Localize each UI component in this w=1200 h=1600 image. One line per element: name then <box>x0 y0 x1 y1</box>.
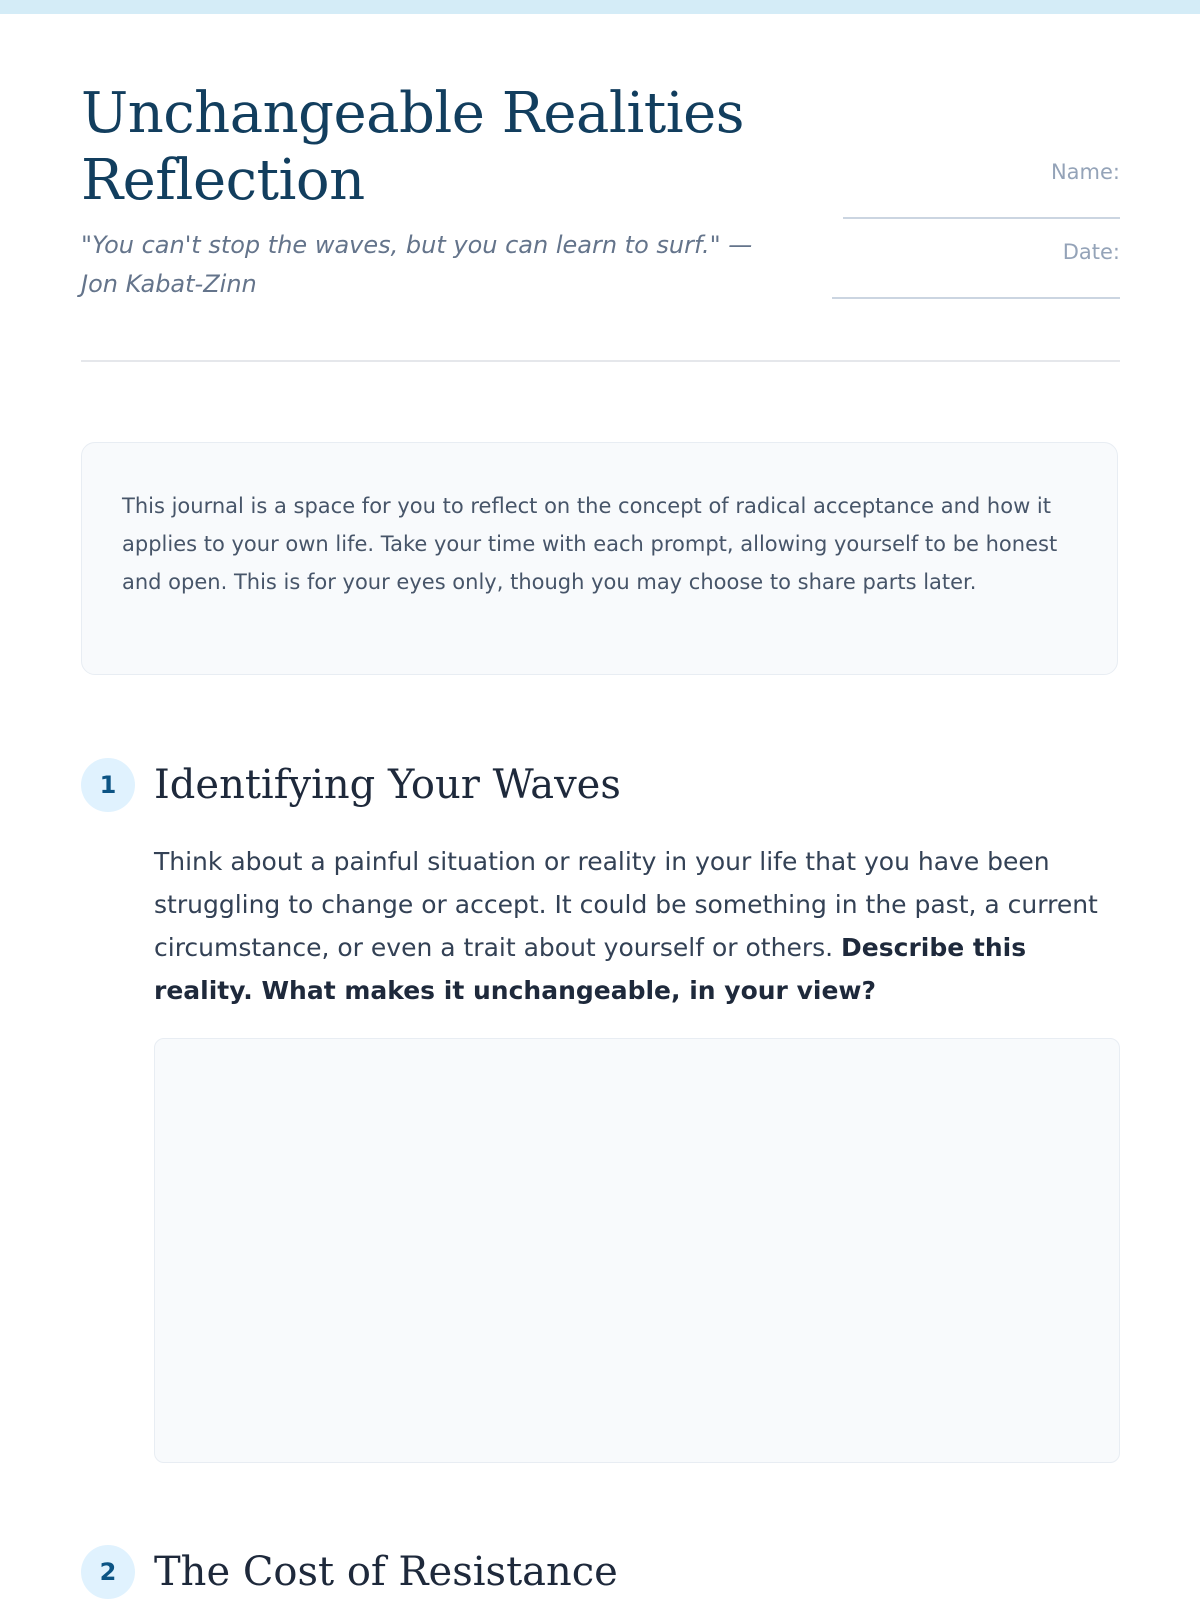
section-title: Identifying Your Waves <box>154 762 621 808</box>
date-label: Date: <box>1062 240 1120 264</box>
name-field[interactable] <box>820 160 1120 240</box>
page-title <box>81 80 841 214</box>
epigraph-quote <box>81 226 801 304</box>
section-title: The Cost of Resistance <box>154 1549 618 1595</box>
date-field[interactable] <box>820 240 1120 320</box>
quote-text: "You can't stop the waves, but you can learn to surf." — <box>81 231 753 259</box>
name-label: Name: <box>1050 160 1120 184</box>
section-prompt <box>154 840 1120 1012</box>
section-number-badge: 1 <box>81 758 135 812</box>
prompt-question: Describe this reality. What makes it unchangeable, in your view? <box>154 933 1027 1005</box>
prompt-text: Think about a painful situation or reality in your life that you have been struggling to change or accept. It could be something in the past, a current circumstance, or even a trait about yourself or others. <box>154 847 1098 962</box>
name-date-fields <box>820 160 1120 320</box>
name-write-line[interactable] <box>843 217 1120 219</box>
page-title-line-2: Reflection <box>81 148 365 213</box>
page-header <box>81 80 1120 360</box>
top-accent-bar <box>0 0 1200 14</box>
answer-area[interactable] <box>154 1038 1120 1463</box>
intro-text: This journal is a space for you to reflect on the concept of radical acceptance and how it applies to your own life. Take your time with each prompt, allowing yourself to be honest and open. This is for your eyes only, though you may choose to share parts later. <box>122 494 1058 594</box>
quote-author: Jon Kabat-Zinn <box>81 270 257 298</box>
intro-card <box>81 442 1118 675</box>
page-title-line-1: Unchangeable Realities <box>81 81 745 146</box>
section-number-badge: 2 <box>81 1545 135 1599</box>
date-write-line[interactable] <box>832 297 1120 299</box>
header-divider <box>81 360 1120 362</box>
